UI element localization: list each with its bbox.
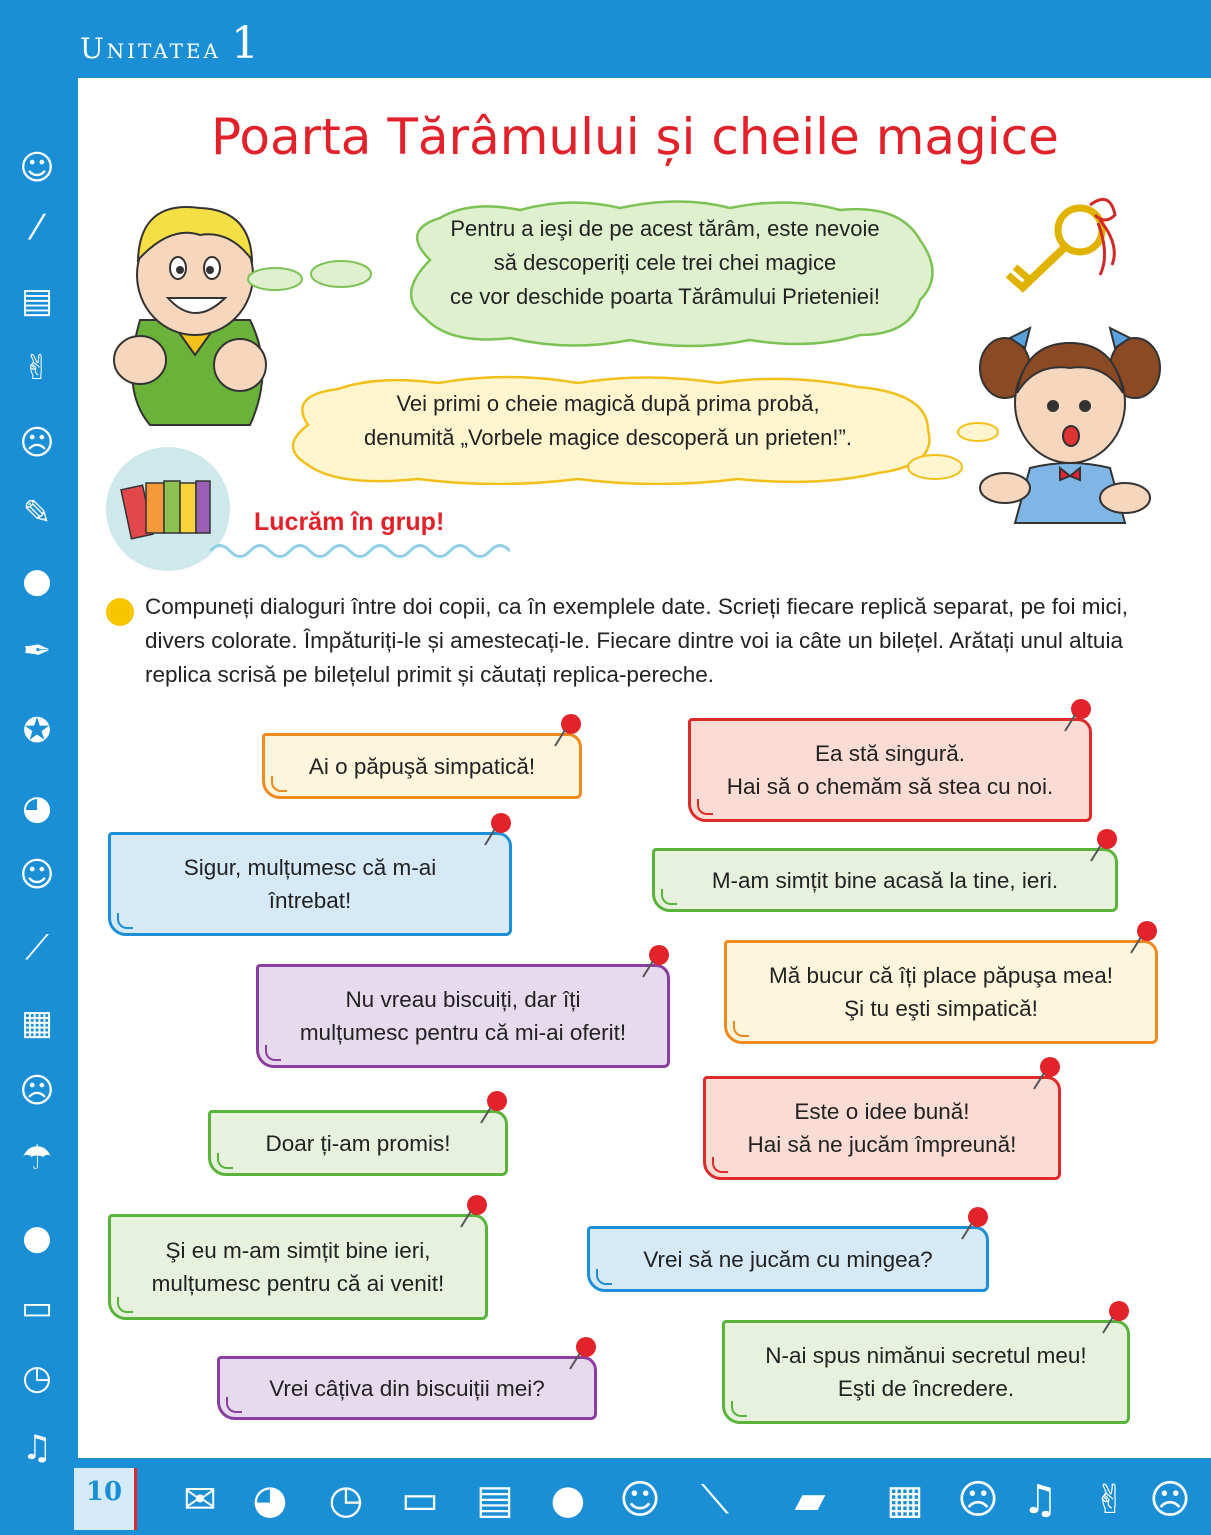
note-line: Şi tu eşti simpatică! <box>844 996 1038 1021</box>
note-card <box>724 940 1158 1044</box>
pen-icon: ✒ <box>22 631 52 671</box>
sad-face-icon: ☹ <box>1149 1477 1191 1523</box>
note-line: Este o idee bună! <box>794 1099 970 1124</box>
smile-icon: ☺ <box>619 1477 661 1523</box>
pushpin-icon <box>1032 1055 1064 1091</box>
apple-icon: ● <box>22 561 52 601</box>
page-curl <box>731 1401 747 1417</box>
bottom-icon-strip <box>140 1462 1211 1535</box>
speech-cloud-green <box>390 200 940 350</box>
unit-title <box>80 18 262 69</box>
clock-icon: ◷ <box>22 1358 52 1398</box>
note-card <box>587 1226 989 1292</box>
note-card <box>722 1320 1130 1424</box>
group-work-label: Lucrăm în grup! <box>254 508 445 536</box>
calendar-icon: ▦ <box>20 1003 54 1043</box>
shower-icon: ☂ <box>21 1138 53 1178</box>
pushpin-icon <box>459 1193 491 1229</box>
note-card <box>108 832 512 936</box>
unit-number: 1 <box>230 18 262 69</box>
green-cloud-line: Pentru a ieşi de pe acest tărâm, este nevoie <box>450 216 880 241</box>
speech-cloud-yellow <box>278 375 938 485</box>
smile-icon: ☺ <box>19 148 55 188</box>
notebook-icon: ▤ <box>20 281 54 321</box>
girl-illustration <box>975 318 1165 528</box>
pencil-icon: ✎ <box>22 493 52 533</box>
note-line: mulțumesc pentru că mi-ai oferit! <box>299 1020 627 1045</box>
page-curl <box>217 1153 233 1169</box>
note-card <box>217 1356 597 1420</box>
page-curl <box>712 1157 728 1173</box>
note-line: Sigur, mulțumesc că m-ai <box>183 855 437 880</box>
page-title: Poarta Tărâmului și cheile magice <box>211 108 1059 166</box>
toothbrush-icon: ⟋ <box>25 928 49 968</box>
music-note-icon: ♫ <box>1022 1477 1058 1523</box>
sad-face-icon: ☹ <box>19 423 55 463</box>
note-line: Hai să o chemăm să stea cu noi. <box>726 774 1054 799</box>
medal-icon: ✪ <box>22 711 52 751</box>
thought-puff <box>308 258 374 290</box>
page-curl <box>271 776 287 792</box>
thought-puff <box>245 265 305 293</box>
unit-word: Unitatea <box>80 32 221 65</box>
bullet-dot <box>106 598 134 626</box>
brush-icon: ⁄ <box>34 208 40 248</box>
page-curl <box>661 889 677 905</box>
page-number: 10 <box>74 1468 137 1530</box>
note-line: Hai să ne jucăm împreună! <box>747 1132 1017 1157</box>
pushpin-icon <box>553 712 585 748</box>
peace-hand-icon: ✌ <box>1093 1477 1127 1523</box>
pushpin-icon <box>1089 827 1121 863</box>
envelope-icon: ✉ <box>183 1477 217 1523</box>
page-curl <box>596 1269 612 1285</box>
pushpin-icon <box>479 1089 511 1125</box>
clock-icon: ◷ <box>328 1477 364 1523</box>
calendar-icon: ▦ <box>886 1477 924 1523</box>
note-card <box>688 718 1092 822</box>
note-line: Nu vreau biscuiți, dar îți <box>345 987 581 1012</box>
pushpin-icon <box>568 1335 600 1371</box>
note-line: Doar ți-am promis! <box>265 1130 451 1156</box>
note-line: întrebat! <box>268 888 352 913</box>
pushpin-icon <box>1101 1299 1133 1335</box>
note-card <box>652 848 1118 912</box>
note-line: Vrei câțiva din biscuiții mei? <box>269 1375 545 1401</box>
page-curl <box>733 1021 749 1037</box>
note-line: mulțumesc pentru că ai venit! <box>151 1271 445 1296</box>
note-line: Mă bucur că îți place păpuşa mea! <box>769 963 1113 988</box>
note-card <box>208 1110 508 1176</box>
note-line: Ea stă singură. <box>814 741 966 766</box>
sad-face-icon: ☹ <box>19 1071 55 1111</box>
eraser-icon: ▭ <box>401 1477 439 1523</box>
note-line: Vrei să ne jucăm cu mingea? <box>643 1246 933 1272</box>
yellow-cloud-line: Vei primi o cheie magică după prima probă, <box>396 391 820 416</box>
golden-key-illustration <box>1000 195 1125 305</box>
pushpin-icon <box>641 943 673 979</box>
page-curl <box>117 1297 133 1313</box>
page-curl <box>117 913 133 929</box>
pushpin-icon <box>1129 919 1161 955</box>
note-line: Eşti de încredere. <box>837 1376 1015 1401</box>
page-curl <box>265 1045 281 1061</box>
yellow-cloud-line: denumită „Vorbele magice descoperă un prieten!”. <box>364 425 852 450</box>
pushpin-icon <box>483 811 515 847</box>
note-card <box>256 964 670 1068</box>
green-cloud-line: ce vor deschide poarta Tărâmului Prieteniei! <box>449 284 881 309</box>
note-line: Şi eu m-am simțit bine ieri, <box>165 1238 431 1263</box>
instruction-text: Compuneți dialoguri între doi copii, ca în exemplele date. Scrieți fiecare replică separat, pe foi mici, divers colorate. Împăturiți-le și amestecați-le. Fiecare dintre voi ia câte un bilețel. Arătați unul altuia replica scrisă pe bilețelul primit și căutați replica-pereche. <box>145 594 1128 687</box>
eraser-icon: ▭ <box>20 1288 54 1328</box>
neutral-face-icon: ☺ <box>19 855 55 895</box>
thought-puff <box>905 452 965 482</box>
notebook-icon: ▤ <box>476 1477 514 1523</box>
green-cloud-line: să descoperiți cele trei chei magice <box>493 250 837 275</box>
note-card <box>703 1076 1061 1180</box>
pushpin-icon <box>1063 697 1095 733</box>
music-note-icon: ♫ <box>21 1428 53 1468</box>
palette-icon: ◕ <box>22 788 52 828</box>
thought-puff <box>955 420 1001 444</box>
note-line: N-ai spus nimănui secretul meu! <box>765 1343 1087 1368</box>
note-card <box>262 733 582 799</box>
palette-icon: ◕ <box>252 1477 288 1523</box>
toothbrush-icon: ⟍ <box>701 1477 729 1523</box>
note-line: M-am simțit bine acasă la tine, ieri. <box>711 867 1059 893</box>
note-line: Ai o păpuşă simpatică! <box>308 753 536 779</box>
wave-divider <box>210 540 510 562</box>
page-curl <box>226 1397 242 1413</box>
sad-face-icon: ☹ <box>957 1477 999 1523</box>
page-curl <box>697 799 713 815</box>
apple-icon: ● <box>550 1477 586 1523</box>
apple-icon: ● <box>22 1218 52 1258</box>
boy-illustration <box>100 190 275 430</box>
book-icon: ▰ <box>794 1477 826 1523</box>
note-card <box>108 1214 488 1320</box>
peace-hand-icon: ✌ <box>22 348 52 388</box>
pushpin-icon <box>960 1205 992 1241</box>
